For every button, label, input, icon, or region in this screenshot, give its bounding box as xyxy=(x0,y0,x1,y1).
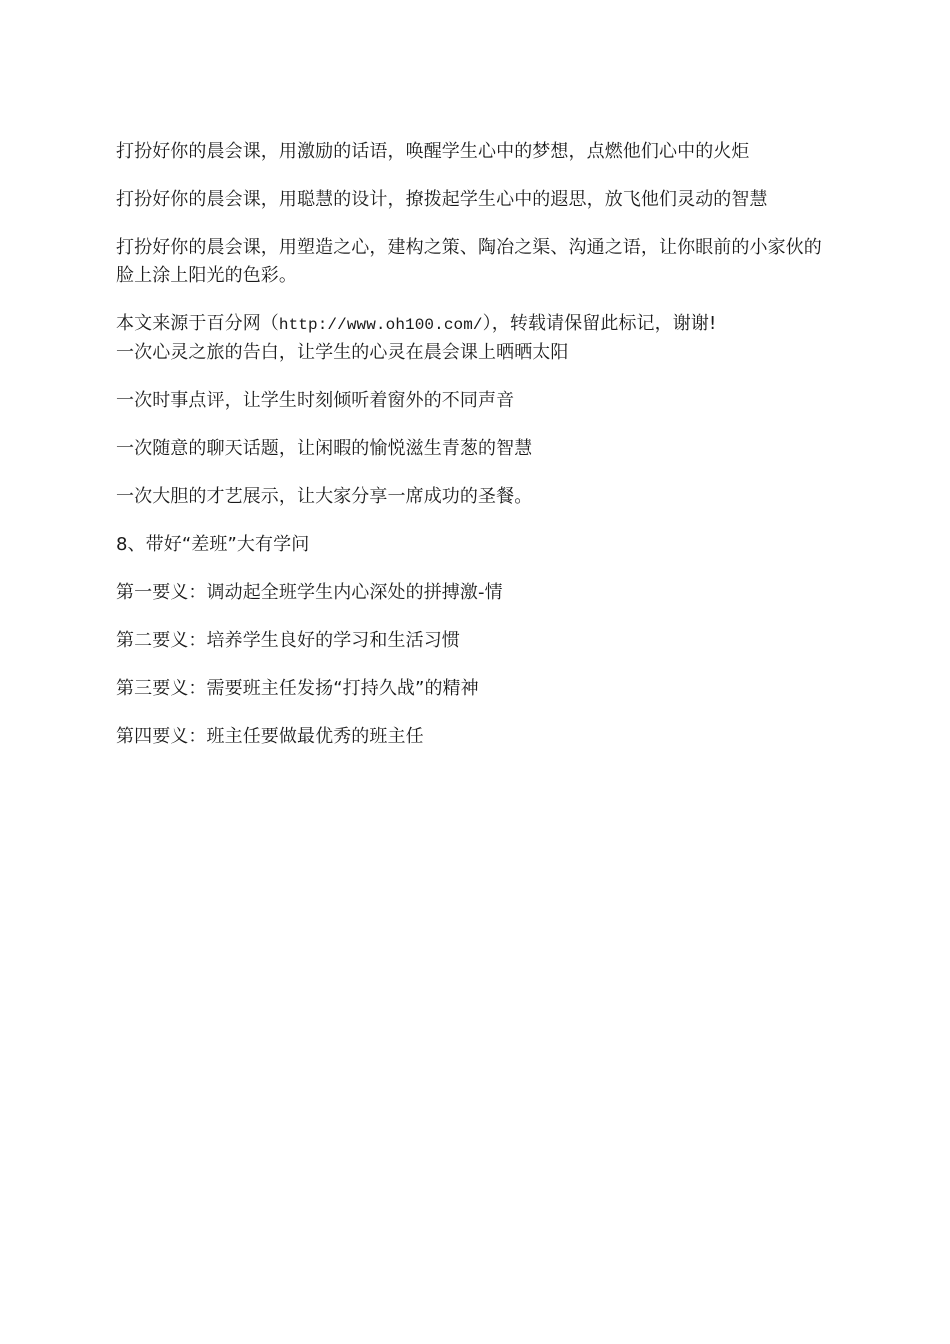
document-body xyxy=(116,138,836,771)
paragraph: 一次心灵之旅的告白，让学生的心灵在晨会课上晒晒太阳 xyxy=(116,342,569,363)
paragraph: 一次大胆的才艺展示，让大家分享一席成功的圣餐。 xyxy=(116,486,533,507)
paragraph: 打扮好你的晨会课，用塑造之心，建构之策、陶冶之渠、沟通之语，让你眼前的小家伙的脸上涂上阳光的色彩。 xyxy=(116,237,822,286)
point-item: 第二要义：培养学生良好的学习和生活习惯 xyxy=(116,630,460,651)
source-url-link[interactable]: http://www.oh100.com/ xyxy=(278,316,483,334)
point-item: 第一要义：调动起全班学生内心深处的拼搏激-情 xyxy=(116,582,503,603)
section-heading: 8、带好“差班”大有学问 xyxy=(116,534,310,555)
paragraph: 一次随意的聊天话题，让闲暇的愉悦滋生青葱的智慧 xyxy=(116,438,533,459)
point-item: 第三要义：需要班主任发扬“打持久战”的精神 xyxy=(116,678,479,699)
source-note-suffix: ），转载请保留此标记，谢谢! xyxy=(482,313,717,334)
paragraph: 打扮好你的晨会课，用聪慧的设计，撩拨起学生心中的遐思，放飞他们灵动的智慧 xyxy=(116,189,768,210)
paragraph: 打扮好你的晨会课，用激励的话语，唤醒学生心中的梦想，点燃他们心中的火炬 xyxy=(116,141,750,162)
paragraph: 一次时事点评，让学生时刻倾听着窗外的不同声音 xyxy=(116,390,515,411)
source-note-prefix: 本文来源于百分网（ xyxy=(116,313,279,334)
source-note xyxy=(116,310,836,339)
point-item: 第四要义：班主任要做最优秀的班主任 xyxy=(116,726,424,747)
